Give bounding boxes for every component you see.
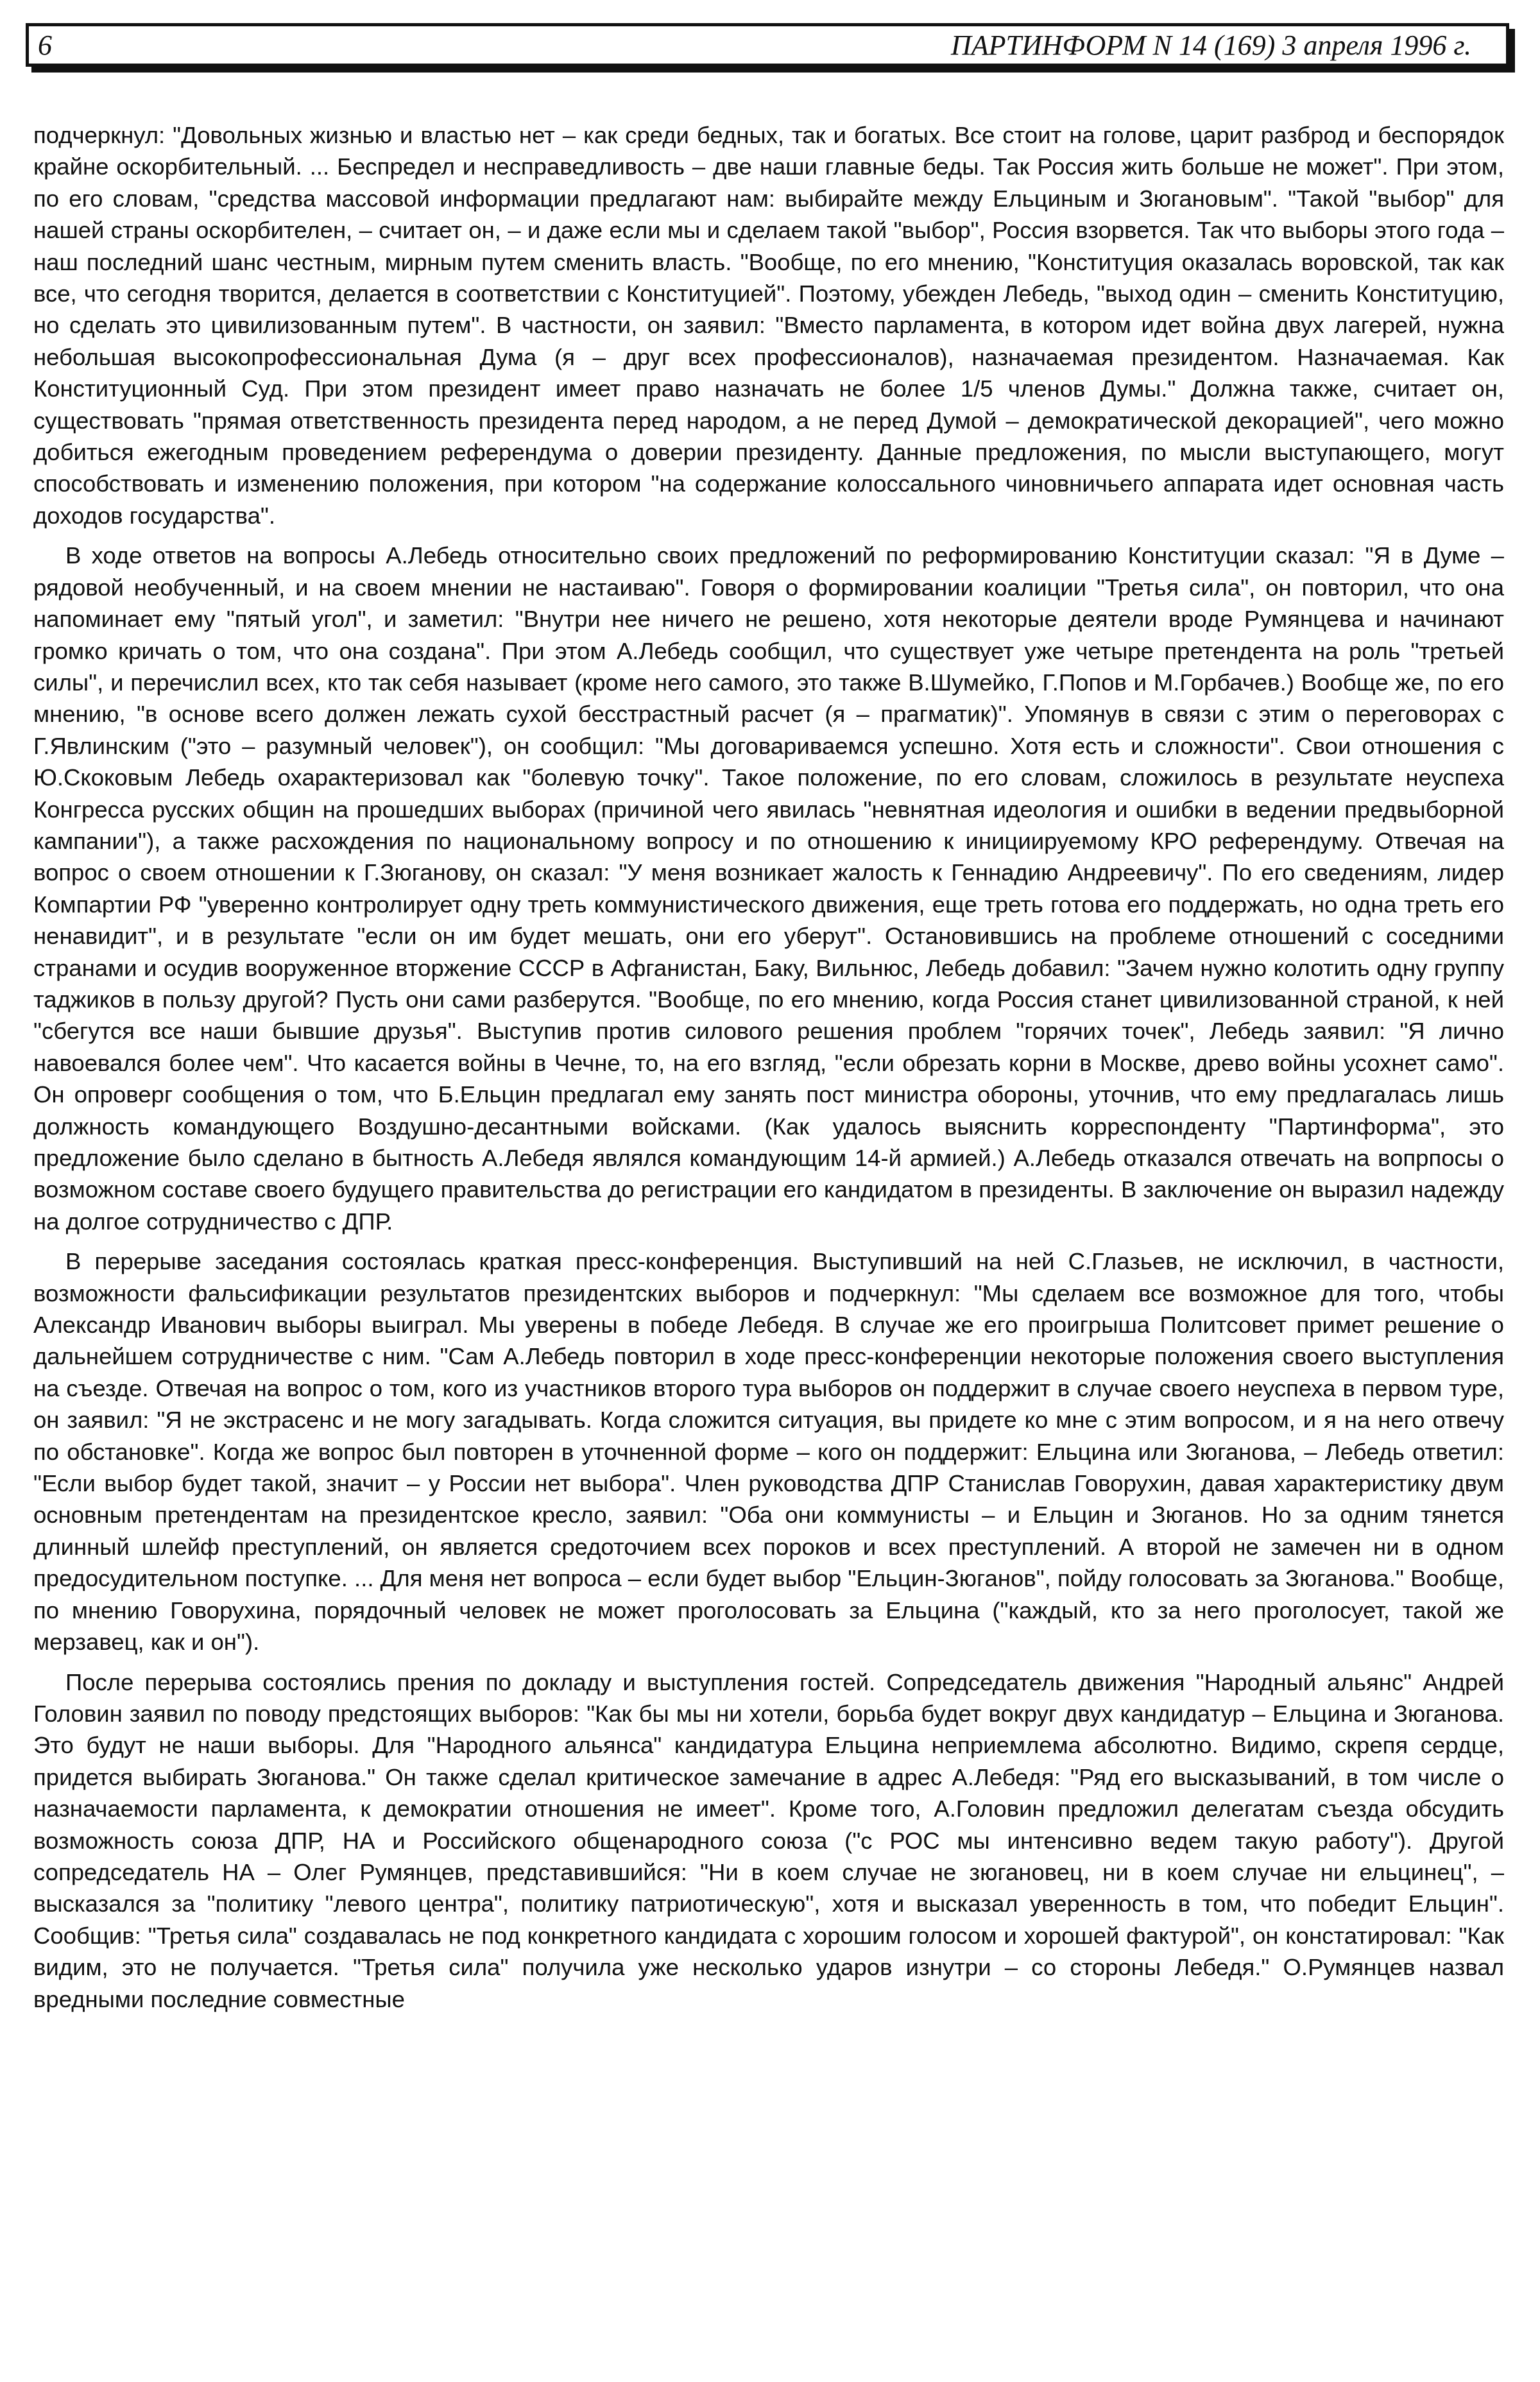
page-header (26, 23, 1509, 67)
paragraph-1: подчеркнул: "Довольных жизнью и властью нет – как среди бедных, так и богатых. Все стоит на голове, царит разброд и беспорядок крайне оскорбительный. ... Беспредел и несправедливость – две наши главные беды. Так Россия жить больше не может". При этом, по его словам, "средства массовой информации предлагают нам: выбирайте между Ельциным и Зюгановым". "Такой "выбор" для нашей страны оскорбителен, – считает он, – и даже если мы и сделаем такой "выбор", Россия взорвется. Так что выборы этого года – наш последний шанс честным, мирным путем сменить власть. "Вообще, по его мнению, "Конституция оказалась воровской, так как все, что сегодня творится, делается в соответствии с Конституцией". Поэтому, убежден Лебедь, "выход один – сменить Конституцию, но сделать это цивилизованным путем". В частности, он заявил: "Вместо парламента, в котором идет война двух лагерей, нужна небольшая высокопрофессиональная Дума (я – друг всех профессионалов), назначаемая президентом. Назначаемая. Как Конституционный Суд. При этом президент имеет право назначать не более 1/5 членов Думы." Должна также, считает он, существовать "прямая ответственность президента перед народом, а не перед Думой – демократической декорацией", чего можно добиться ежегодным проведением референдума о доверии президенту. Данные предложения, по мысли выступающего, могут способствовать и изменению положения, при котором "на содержание колоссального чиновничьего аппарата идет основная часть доходов государства". (33, 122, 1504, 529)
paragraph-2: В ходе ответов на вопросы А.Лебедь относительно своих предложений по реформированию Конституции сказал: "Я в Думе – рядовой необученный, и на своем мнении не настаиваю". Говоря о формировании коалиции "Третья сила", он повторил, что она напоминает ему "пятый угол", и заметил: "Внутри нее ничего не решено, хотя некоторые деятели вроде Румянцева и начинают громко кричать о том, что она создана". При этом А.Лебедь сообщил, что существует уже четыре претендента на роль "третьей силы", и перечислил всех, кто так себя называет (кроме него самого, это также В.Шумейко, Г.Попов и М.Горбачев.) Вообще же, по его мнению, "в основе всего должен лежать сухой бесстрастный расчет (я – прагматик)". Упомянув в связи с этим о переговорах с Г.Явлинским ("это – разумный человек"), он сообщил: "Мы договариваемся успешно. Хотя есть и сложности". Свои отношения с Ю.Скоковым Лебедь охарактеризовал как "болевую точку". Такое положение, по его словам, сложилось в результате неуспеха Конгресса русских общин на прошедших выборах (причиной чего явилась "невнятная идеология и ошибки в ведении предвыборной кампании"), а также расхождения по национальному вопросу и по отношению к инициируемому КРО референдуму. Отвечая на вопрос о своем отношении к Г.Зюганову, он сказал: "У меня возникает жалость к Геннадию Андреевичу". По его сведениям, лидер Компартии РФ "уверенно контролирует одну треть коммунистического движения, еще треть готова его поддержать, но одна треть его ненавидит", и в результате "если он им будет мешать, они его уберут". Остановившись на проблеме отношений с соседними странами и осудив вооруженное вторжение СССР в Афганистан, Баку, Вильнюс, Лебедь добавил: "Зачем нужно колотить одну группу таджиков в пользу другой? Пусть они сами разберутся. "Вообще, по его мнению, когда Россия станет цивилизованной страной, к ней "сбегутся все наши бывшие друзья". Выступив против силового решения проблем "горячих точек", Лебедь заявил: "Я лично навоевался более чем". Что касается войны в Чечне, то, на его взгляд, "если обрезать корни в Москве, древо войны усохнет само". Он опроверг сообщения о том, что Б.Ельцин предлагал ему занять пост министра обороны, уточнив, что ему предлагалась лишь должность командующего Воздушно-десантными войсками. (Как удалось выяснить корреспонденту "Партинформа", это предложение было сделано в бытность А.Лебедя являлся командующим 14-й армией.) А.Лебедь отказался отвечать на вопрпосы о возможном составе своего будущего правительства до регистрации его кандидатом в президенты. В заключение он выразил надежду на долгое сотрудничество с ДПР. (33, 542, 1504, 1235)
page-number: 6 (38, 29, 52, 61)
paragraph-4: После перерыва состоялись прения по докладу и выступления гостей. Сопредседатель движения "Народный альянс" Андрей Головин заявил по поводу предстоящих выборов: "Как бы мы ни хотели, борьба будет вокруг двух кандидатур – Ельцина и Зюганова. Это будут не наши выборы. Для "Народного альянса" кандидатура Ельцина неприемлема абсолютно. Видимо, скрепя сердце, придется выбирать Зюганова." Он также сделал критическое замечание в адрес А.Лебедя: "Ряд его высказываний, в том числе о назначаемости парламента, к демократии отношения не имеет". Кроме того, А.Головин предложил делегатам съезда обсудить возможность союза ДПР, НА и Российского общенародного союза ("с РОС мы интенсивно ведем такую работу"). Другой сопредседатель НА – Олег Румянцев, представившийся: "Ни в коем случае не зюгановец, ни в коем случае ни ельцинец", – высказался за "политику "левого центра", политику патриотическую", хотя и высказал уверенность в том, что победит Ельцин". Сообщив: "Третья сила" создавалась не под конкретного кандидата с хорошим голосом и хорошей фактурой", он констатировал: "Как видим, это не получается. "Третья сила" получила уже несколько ударов изнутри – со стороны Лебедя." О.Румянцев назвал вредными последние совместные (33, 1668, 1504, 2012)
paragraph-3: В перерыве заседания состоялась краткая пресс-конференция. Выступивший на ней С.Глазьев, не исключил, в частности, возможности фальсификации результатов президентских выборов и подчеркнул: "Мы сделаем все возможное для того, чтобы Александр Иванович выборы выиграл. Мы уверены в победе Лебедя. В случае же его проигрыша Политсовет примет решение о дальнейшем сотрудничестве с ним. "Сам А.Лебедь повторил в ходе пресс-конференции некоторые положения своего выступления на съезде. Отвечая на вопрос о том, кого из участников второго тура выборов он поддержит в случае своего неуспеха в первом туре, он заявил: "Я не экстрасенс и не могу загадывать. Когда сложится ситуация, вы придете ко мне с этим вопросом, и я на него отвечу по обстановке". Когда же вопрос был повторен в уточненной форме – кого он поддержит: Ельцина или Зюганова, – Лебедь ответил: "Если выбор будет такой, значит – у России нет выбора". Член руководства ДПР Станислав Говорухин, давая характеристику двум основным претендентам на президентское кресло, заявил: "Оба они коммунисты – и Ельцин и Зюганов. Но за одним тянется длинный шлейф преступлений, он является средоточием всех пороков и всех преступлений. А второй не замечен ни в одном предосудительном поступке. ... Для меня нет вопроса – если будет выбор "Ельцин-Зюганов", пойду голосовать за Зюганова." Вообще, по мнению Говорухина, порядочный человек не может проголосовать за Ельцина ("каждый, кто за него проголосует, такой же мерзавец, как и он"). (33, 1248, 1504, 1656)
article-body (33, 119, 1504, 2327)
publication-title: ПАРТИНФОРМ N 14 (169) 3 апреля 1996 г. (951, 29, 1471, 61)
